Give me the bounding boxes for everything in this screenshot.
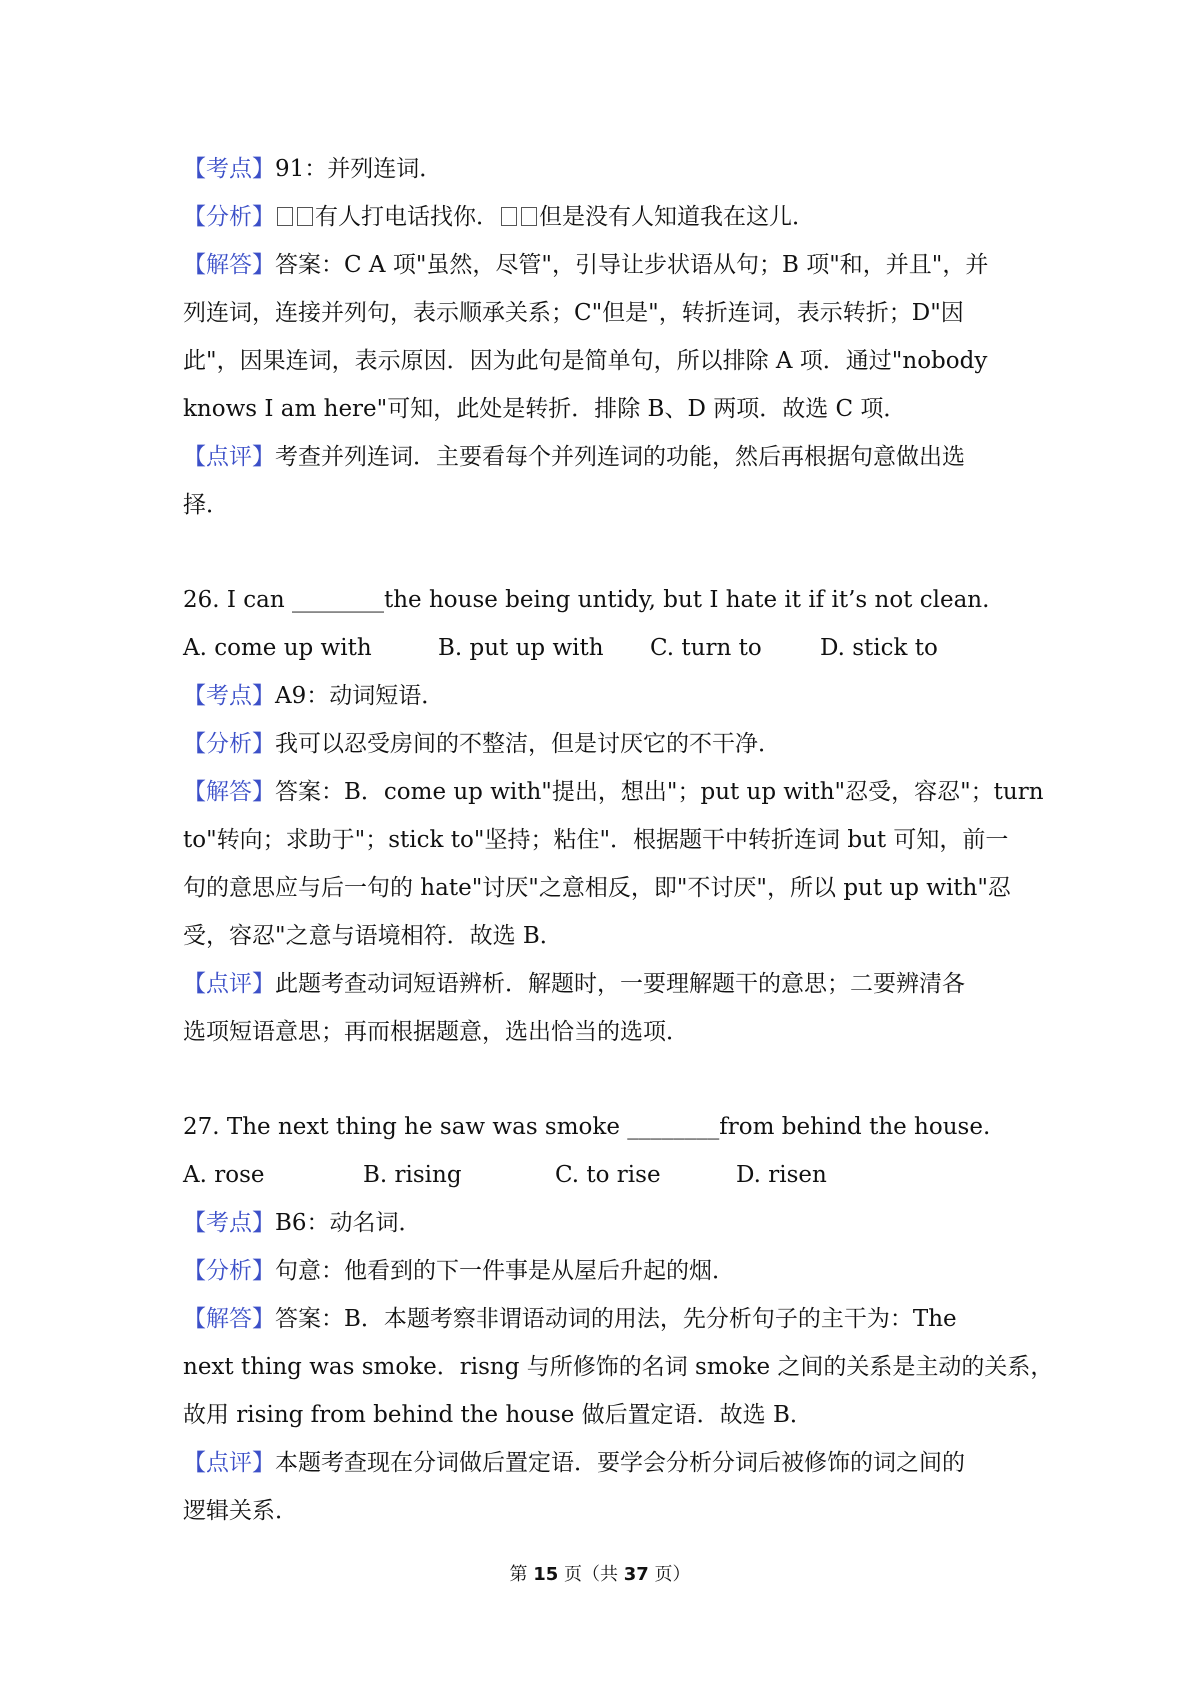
missing-glyph-icon [297, 207, 313, 226]
footer-suffix: 页） [648, 1564, 691, 1585]
dianping-line [183, 433, 1023, 481]
kaodian-line [183, 672, 1023, 720]
option-c: C. turn to [650, 635, 762, 661]
jieda-line: 故用 rising from behind the house 做后置定语．故选 B． [183, 1402, 813, 1428]
fenxi-text: 句意：他看到的下一件事是从屋后升起的烟． [275, 1258, 735, 1284]
fenxi-text: 但是没有人知道我在这儿． [539, 204, 815, 230]
option-d: D. risen [736, 1162, 827, 1188]
kaodian-line [183, 1199, 1023, 1247]
jieda-tag: 【解答】 [183, 1306, 275, 1332]
fenxi-tag: 【分析】 [183, 204, 275, 230]
dianping-tag: 【点评】 [183, 971, 275, 997]
option-c: C. to rise [555, 1162, 661, 1188]
missing-glyph-icon [277, 207, 293, 226]
total-pages: 37 [623, 1564, 649, 1585]
page-content [183, 145, 1054, 1535]
dianping-text: 考查并列连词．主要看每个并列连词的功能，然后再根据句意做出选 [275, 444, 965, 470]
kaodian-line [183, 145, 1023, 193]
dianping-line [183, 960, 1023, 1008]
kaodian-text: 91：并列连词． [275, 156, 443, 182]
footer-prefix: 第 [509, 1564, 534, 1585]
jieda-line [183, 768, 1044, 816]
page-footer [0, 1560, 1200, 1586]
dianping-line: 择． [183, 492, 229, 518]
jieda-line [183, 241, 1023, 289]
fenxi-tag: 【分析】 [183, 1258, 275, 1284]
jieda-text: 答案：B．本题考察非谓语动词的用法，先分析句子的主干为：The [275, 1306, 957, 1332]
fenxi-line [183, 193, 1023, 241]
page-number: 15 [533, 1564, 559, 1585]
question-27-stem: 27. The next thing he saw was smoke ________from behind the house. [183, 1114, 991, 1140]
dianping-tag: 【点评】 [183, 444, 275, 470]
missing-glyph-icon [521, 207, 537, 226]
option-b: B. rising [363, 1162, 462, 1188]
jieda-line: next thing was smoke．risng 与所修饰的名词 smoke 之间的关系是主动的关系， [183, 1354, 1054, 1380]
fenxi-text: 我可以忍受房间的不整洁，但是讨厌它的不干净． [275, 731, 781, 757]
kaodian-tag: 【考点】 [183, 1210, 275, 1236]
kaodian-tag: 【考点】 [183, 156, 275, 182]
dianping-line [183, 1439, 1023, 1487]
spacer [183, 1056, 1023, 1103]
missing-glyph-icon [501, 207, 517, 226]
dianping-text: 本题考查现在分词做后置定语．要学会分析分词后被修饰的词之间的 [275, 1450, 965, 1476]
option-b: B. put up with [438, 635, 604, 661]
kaodian-text: B6：动名词． [275, 1210, 422, 1236]
option-a: A. come up with [183, 635, 372, 661]
fenxi-line [183, 720, 1023, 768]
jieda-line: 此"，因果连词，表示原因．因为此句是简单句，所以排除 A 项．通过"nobody [183, 348, 988, 374]
kaodian-text: A9：动词短语． [275, 683, 445, 709]
question-26-options [183, 624, 1023, 672]
dianping-line: 选项短语意思；再而根据题意，选出恰当的选项． [183, 1019, 689, 1045]
jieda-text: 答案：B．come up with"提出，想出"；put up with"忍受，容忍"；turn [275, 779, 1044, 805]
question-26-stem: 26. I can ________the house being untidy, but I hate it if it’s not clean. [183, 587, 990, 613]
option-a: A. rose [183, 1162, 265, 1188]
jieda-tag: 【解答】 [183, 779, 275, 805]
kaodian-tag: 【考点】 [183, 683, 275, 709]
fenxi-tag: 【分析】 [183, 731, 275, 757]
dianping-text: 此题考查动词短语辨析．解题时，一要理解题干的意思；二要辨清各 [275, 971, 965, 997]
fenxi-line [183, 1247, 1023, 1295]
question-27-options [183, 1151, 1023, 1199]
jieda-line: 受，容忍"之意与语境相符．故选 B． [183, 923, 563, 949]
jieda-line [183, 1295, 1023, 1343]
spacer [183, 529, 1023, 576]
jieda-tag: 【解答】 [183, 252, 275, 278]
dianping-tag: 【点评】 [183, 1450, 275, 1476]
jieda-line: 句的意思应与后一句的 hate"讨厌"之意相反，即"不讨厌"，所以 put up with"忍 [183, 875, 1011, 901]
jieda-text: 答案：C A 项"虽然，尽管"，引导让步状语从句；B 项"和，并且"，并 [275, 252, 989, 278]
jieda-line: 列连词，连接并列句，表示顺承关系；C"但是"，转折连词，表示转折；D"因 [183, 300, 964, 326]
fenxi-text: 有人打电话找你． [315, 204, 499, 230]
footer-middle: 页（共 [558, 1564, 624, 1585]
jieda-line: knows I am here"可知，此处是转折．排除 B、D 两项．故选 C 项． [183, 396, 907, 422]
jieda-line: to"转向；求助于"；stick to"坚持；粘住"．根据题干中转折连词 but 可知，前一 [183, 827, 1009, 853]
dianping-line: 逻辑关系． [183, 1498, 298, 1524]
option-d: D. stick to [820, 635, 938, 661]
